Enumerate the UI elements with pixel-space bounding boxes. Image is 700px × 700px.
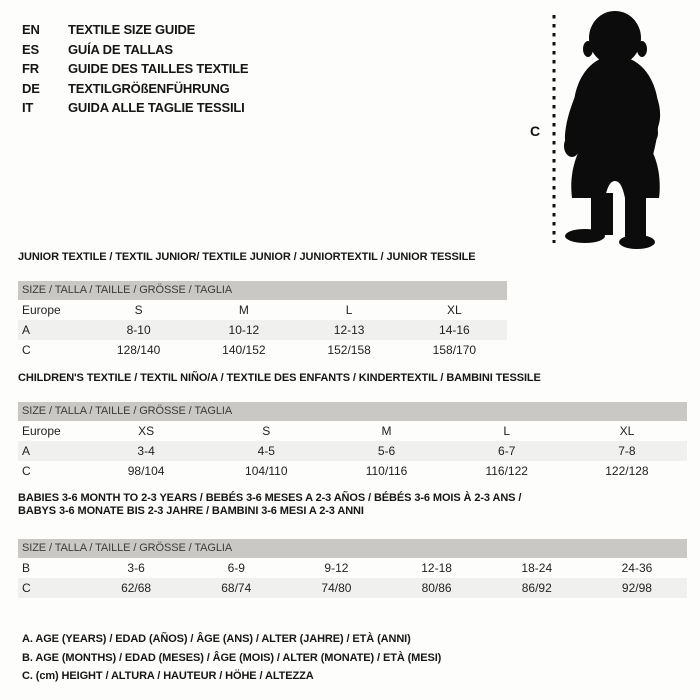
age-cell: 3-4 [137, 444, 155, 458]
guide-title: TEXTILGRÖßENFÜHRUNG [68, 80, 230, 96]
table-row [18, 421, 687, 441]
guide-title: TEXTILE SIZE GUIDE [68, 22, 196, 37]
age-cell: 12-18 [421, 561, 452, 575]
guide-title: GUIDE DES TAILLES TEXTILE [68, 61, 249, 77]
size-cell: M [238, 303, 249, 317]
table-row [18, 441, 687, 461]
row-label: Europe [22, 303, 61, 317]
list-item [22, 98, 248, 118]
list-item [22, 40, 248, 60]
children-size-table [18, 372, 687, 481]
row-label: B [22, 561, 31, 575]
table-title: CHILDREN'S TEXTILE / TEXTIL NIÑO/A / TEXTILE DES ENFANTS / KINDERTEXTIL / BAMBINI TESSILE [18, 372, 541, 384]
height-cell: 104/110 [245, 464, 288, 478]
age-cell: 24-36 [621, 561, 653, 575]
toddler-silhouette-svg [551, 5, 698, 250]
height-cell: 62/68 [121, 581, 152, 595]
language-code: DE [22, 80, 40, 96]
guide-title: GUÍA DE TALLAS [68, 41, 173, 57]
height-cell: 122/128 [605, 464, 649, 478]
size-cell: S [134, 303, 143, 317]
height-measure-label: C [530, 123, 541, 139]
height-cell: 158/170 [432, 343, 477, 357]
list-item [22, 20, 248, 40]
language-code: ES [22, 41, 39, 57]
height-cell: 86/92 [521, 581, 552, 595]
table-row [18, 300, 507, 320]
age-cell: 5-6 [377, 444, 396, 458]
height-cell: 92/98 [621, 581, 652, 595]
table-header-bar: SIZE / TALLA / TAILLE / GRÖSSE / TAGLIA [18, 402, 687, 421]
table-header-bar: SIZE / TALLA / TAILLE / GRÖSSE / TAGLIA [18, 539, 687, 558]
guide-title: GUIDA ALLE TAGLIE TESSILI [68, 100, 245, 116]
size-cell: XL [447, 303, 462, 317]
height-cell: 80/86 [421, 581, 452, 595]
list-item [22, 79, 248, 99]
language-code: FR [22, 61, 39, 77]
legend-line-a: A. AGE (YEARS) / EDAD (AÑOS) / ÂGE (ANS) / ALTER (JAHRE) / ETÀ (ANNI) [22, 633, 411, 645]
table-row [18, 558, 687, 578]
row-label: A [22, 323, 31, 337]
height-cell: 152/158 [327, 343, 371, 357]
language-code: EN [22, 22, 40, 37]
age-cell: 6-9 [227, 561, 245, 575]
legend-line-b: B. AGE (MONTHS) / EDAD (MESES) / ÂGE (MOIS) / ALTER (MONATE) / ETÀ (MESI) [22, 651, 442, 664]
age-cell: 14-16 [439, 323, 470, 337]
row-label: C [22, 464, 31, 478]
height-cell: 140/152 [222, 343, 266, 357]
table-row [18, 461, 687, 481]
toddler-silhouette-shape [564, 11, 660, 249]
height-cell: 116/122 [485, 464, 528, 478]
age-cell: 3-6 [127, 561, 145, 575]
language-code: IT [22, 100, 34, 116]
babies-size-table [18, 492, 687, 598]
height-cell: 74/80 [321, 581, 352, 595]
height-cell: 68/74 [221, 581, 252, 595]
age-cell: 8-10 [126, 323, 151, 337]
toddler-silhouette-icon [551, 5, 698, 250]
height-cell: 110/116 [365, 464, 408, 478]
age-cell: 9-12 [324, 561, 349, 575]
table-row [18, 320, 507, 340]
size-cell: L [503, 424, 511, 438]
age-cell: 10-12 [228, 323, 260, 337]
language-title-list [22, 20, 248, 118]
age-cell: 4-5 [257, 444, 275, 458]
size-cell: S [262, 424, 271, 438]
age-cell: 12-13 [333, 323, 365, 337]
size-cell: XL [619, 424, 635, 438]
row-label: A [22, 444, 31, 458]
table-title: JUNIOR TEXTILE / TEXTIL JUNIOR/ TEXTILE JUNIOR / JUNIORTEXTIL / JUNIOR TESSILE [18, 251, 476, 263]
table-header-bar: SIZE / TALLA / TAILLE / GRÖSSE / TAGLIA [18, 281, 507, 300]
measurement-legend [22, 630, 441, 686]
junior-size-table [18, 251, 507, 360]
table-row [18, 578, 687, 598]
size-cell: L [345, 303, 353, 317]
table-title-line2: BABYS 3-6 MONATE BIS 2-3 JAHRE / BAMBINI 3-6 MESI A 2-3 ANNI [18, 505, 364, 517]
table-row [18, 340, 507, 360]
age-cell: 18-24 [521, 561, 553, 575]
list-item [22, 59, 248, 79]
height-cell: 128/140 [116, 343, 161, 357]
row-label: C [22, 581, 31, 595]
size-cell: M [381, 424, 392, 438]
legend-line-c: C. (cm) HEIGHT / ALTURA / HAUTEUR / HÖHE / ALTEZZA [22, 670, 314, 682]
height-cell: 98/104 [127, 464, 165, 478]
row-label: Europe [22, 424, 61, 438]
size-cell: XS [138, 424, 155, 438]
row-label: C [22, 343, 31, 357]
age-cell: 7-8 [618, 444, 636, 458]
age-cell: 6-7 [498, 444, 516, 458]
table-title-line1: BABIES 3-6 MONTH TO 2-3 YEARS / BEBÉS 3-6 MESES A 2-3 AÑOS / BÉBÉS 3-6 MOIS À 2-3 ANS / [18, 492, 522, 504]
